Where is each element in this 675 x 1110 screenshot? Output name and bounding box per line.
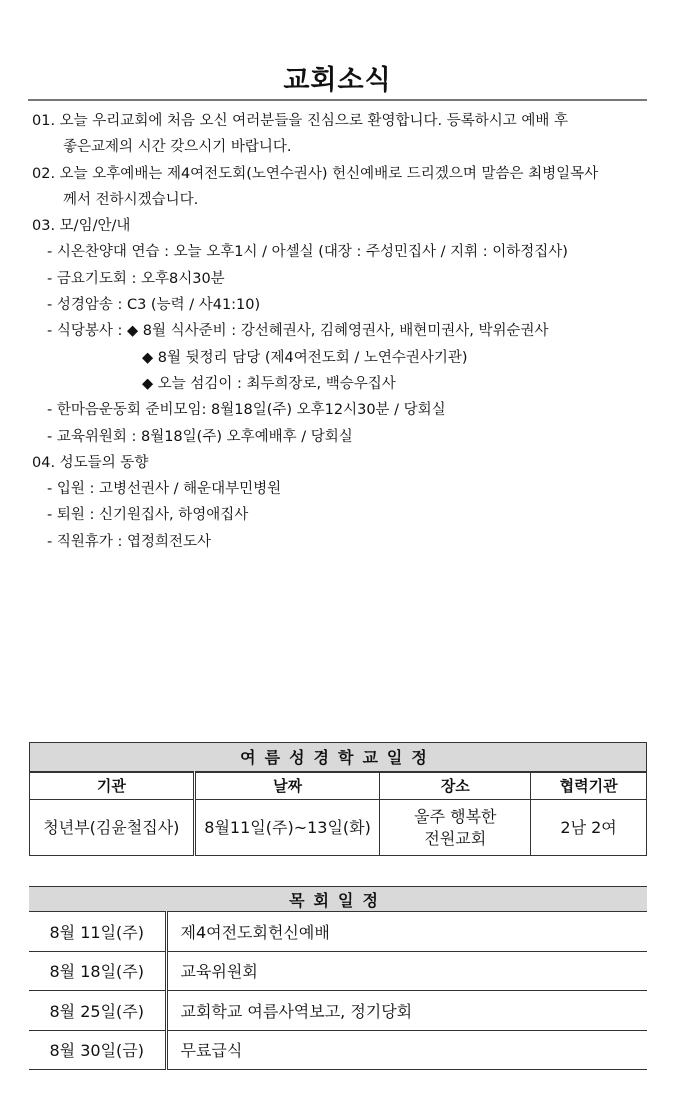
title-divider [28,99,647,101]
notice-choir: - 시온찬양대 연습 : 오늘 오후1시 / 아셀실 (대장 : 주성민집사 / 지휘 : 이하정집사) [47,244,568,261]
news-continuation: 좋은교제의 시간 갖으시기 바랍니다. [63,139,292,156]
page-title: 교회소식 [283,65,392,96]
member-discharge: - 퇴원 : 신기원집사, 하영애집사 [47,507,249,524]
camp-partner: 2남 2여 [531,800,647,856]
kitchen-label: - 식당봉사 : [47,323,127,340]
member-admit: - 입원 : 고병선권사 / 해운대부민병원 [47,481,282,498]
news-item-2 [32,161,644,187]
schedule-date: 8월 25일(주) [29,991,166,1031]
camp-header-place: 장소 [380,772,531,800]
news-number: 04. [32,454,56,471]
kitchen-item: ◆ 오늘 섬김이 : 최두희장로, 백승우집사 [142,375,396,392]
news-text: 모/임/안/내 [59,218,131,235]
camp-place [380,800,531,856]
church-news [32,108,644,555]
table-row [30,800,647,856]
camp-header-partner: 협력기관 [531,772,647,800]
member-leave: - 직원휴가 : 엽정희전도사 [47,533,212,550]
news-number: 02. [32,165,56,182]
table-row [29,991,647,1031]
news-text: 오늘 오후예배는 제4여전도회(노연수권사) 헌신예배로 드리겠으며 말씀은 최병일목사 [59,165,599,182]
camp-header-date: 날짜 [194,772,380,800]
schedule-title: 목회일정 [29,887,647,912]
notice-friday-prayer: - 금요기도회 : 오후8시30분 [47,270,225,287]
camp-org: 청년부(김윤철집사) [30,800,195,856]
camp-title: 여름성경학교일정 [30,743,647,772]
notice-kitchen [32,318,644,344]
kitchen-item: ◆ 8월 뒷정리 담당 (제4여전도회 / 노연수권사기관) [142,349,468,366]
camp-place-line: 전원교회 [424,828,487,848]
schedule-date: 8월 18일(주) [29,951,166,991]
news-text: 오늘 우리교회에 처음 오신 여러분들을 진심으로 환영합니다. 등록하시고 예배 후 [59,113,568,129]
news-item-4 [32,450,644,476]
schedule-event: 교회학교 여름사역보고, 정기당회 [166,991,647,1031]
table-row [29,951,647,991]
news-number: 03. [32,218,56,235]
kitchen-item: ◆ 8월 식사준비 : 강선혜권사, 김혜영권사, 배현미권사, 박위순권사 [126,323,549,340]
schedule-event: 제4여전도회헌신예배 [166,912,647,952]
schedule-date: 8월 30일(금) [29,1030,166,1070]
schedule-event: 교육위원회 [166,951,647,991]
summer-bible-school-table [29,742,647,856]
news-item-1 [32,108,644,134]
news-text: 성도들의 동향 [59,454,149,471]
table-row [29,912,647,952]
notice-sports: - 한마음운동회 준비모임: 8월18일(주) 오후12시30분 / 당회실 [47,402,446,419]
notice-education: - 교육위원회 : 8월18일(주) 오후예배후 / 당회실 [47,428,353,445]
camp-place-line: 울주 행복한 [414,806,497,826]
camp-header-org: 기관 [30,772,195,800]
pastoral-schedule-table [29,886,647,1070]
news-continuation: 께서 전하시겠습니다. [63,191,199,208]
table-row [29,1030,647,1070]
news-number: 01. [32,113,56,129]
schedule-date: 8월 11일(주) [29,912,166,952]
camp-date: 8월11일(주)~13일(화) [194,800,380,856]
schedule-event: 무료급식 [166,1030,647,1070]
notice-verse: - 성경암송 : C3 (능력 / 사41:10) [47,297,261,314]
news-item-3 [32,213,644,239]
